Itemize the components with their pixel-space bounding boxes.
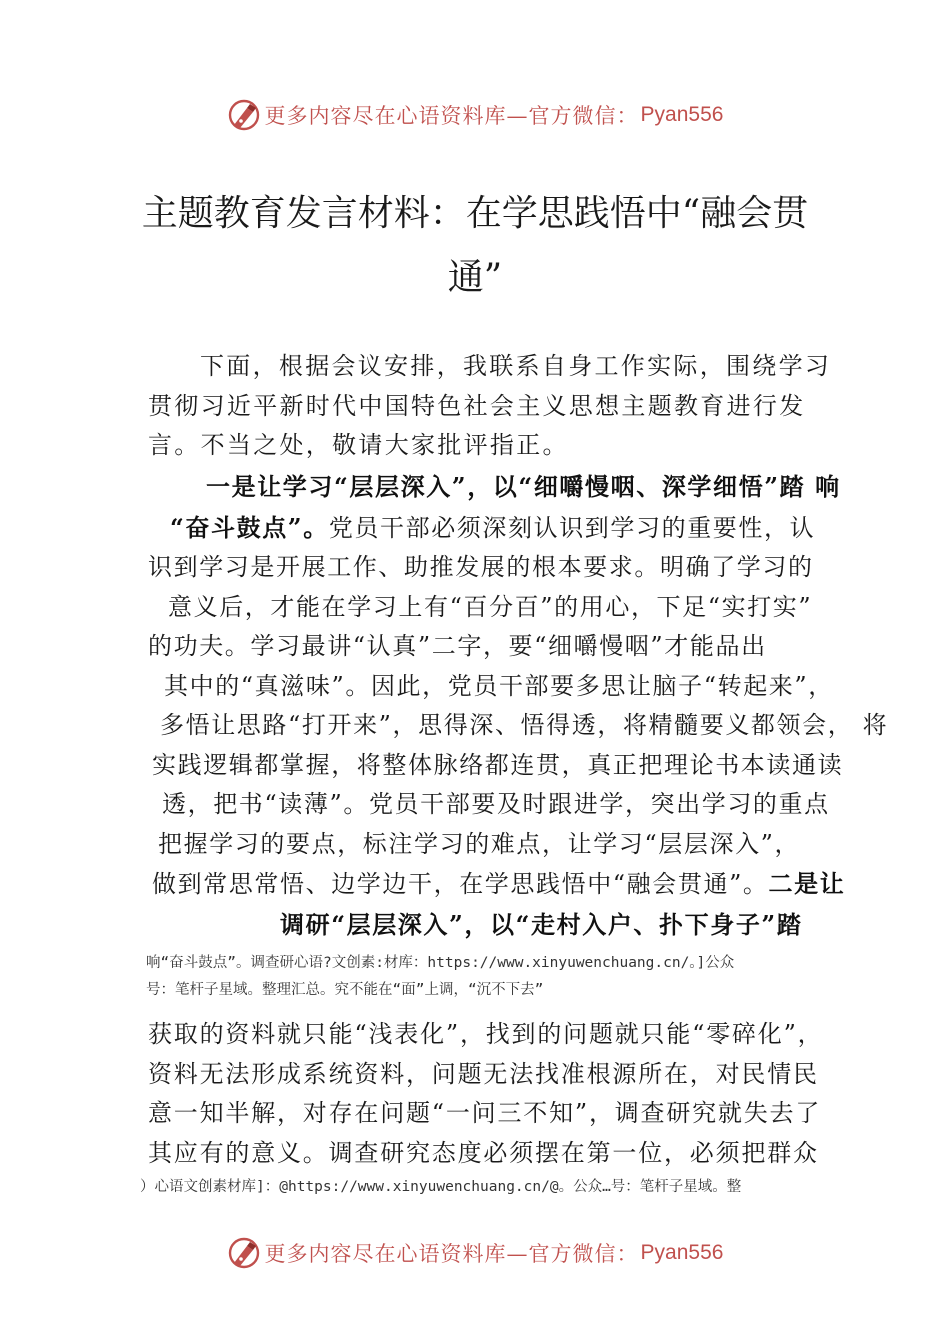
section-heading: 一是让学习“层层深入”，以“细嚼慢咽、深学细悟”踏 响	[206, 472, 841, 501]
section-1-paragraph	[148, 467, 889, 945]
pen-nib-logo-icon	[227, 98, 261, 132]
text-line: 资料无法形成系统资料，问题无法找准根源所在，对民情民	[148, 1059, 819, 1088]
watermark-line: 号：笔杆子星域。整理汇总。究不能在“面”上调，“沉不下去”	[146, 982, 544, 998]
text-line: 其应有的意义。调查研究态度必须摆在第一位，必须把群众	[148, 1138, 819, 1167]
section-heading: 二是让	[768, 869, 846, 898]
watermark-line: ）心语文创素材库]：@https://www.xinyuwenchuang.cn/@。公众…号：笔杆子星域。整	[140, 1179, 742, 1195]
text-line	[148, 905, 808, 946]
text-line: 多悟让思路“打开来”，思得深、悟得透，将精髓要义都领会， 将	[160, 711, 889, 739]
watermark-line: 响“奋斗鼓点”。调查研心语?文创素:材库：https://www.xinyuwenchuang.cn/。]公众	[146, 955, 735, 971]
text-line: 获取的资料就只能“浅表化”，找到的问题就只能“零碎化”，	[148, 1020, 824, 1048]
banner-text: 更多内容尽在心语资料库—官方微信：	[264, 1242, 639, 1266]
text-line: 言。不当之处，敬请大家批评指正。	[148, 431, 569, 459]
banner-text: 更多内容尽在心语资料库—官方微信：	[264, 104, 639, 128]
text-line: 实践逻辑都掌握，将整体脉络都连贯，真正把理论书本读通读	[152, 750, 844, 779]
text-line	[148, 467, 841, 508]
intro-paragraph	[148, 347, 832, 466]
text-line: 的功夫。学习最讲“认真”二字，要“细嚼慢咽”才能品出	[148, 632, 767, 660]
text-line: 透，把书“读薄”。党员干部要及时跟进学，突出学习的重点	[162, 790, 830, 818]
text-line: 意义后，才能在学习上有“百分百”的用心，下足“实打实”	[168, 592, 813, 621]
section-2-paragraph	[148, 1015, 824, 1173]
text-line: 把握学习的要点，标注学习的难点，让学习“层层深入”，	[158, 829, 801, 858]
text-line: 其中的“真滋味”。因此，党员干部要多思让脑子“转起来”，	[164, 671, 834, 700]
document-title	[130, 182, 820, 310]
banner-wechat-id: Pyan556	[640, 103, 724, 126]
section-heading: 调研“层层深入”，以“走村入户、扑下身子”踏	[280, 909, 803, 939]
banner-wechat-id: Pyan556	[640, 1241, 724, 1264]
text-line	[148, 508, 816, 549]
text-line: 识到学习是开展工作、助推发展的根本要求。明确了学习的	[148, 553, 814, 581]
text-span: 党员干部必须深刻认识到学习的重要性，认	[328, 513, 816, 542]
title-line: 通”	[447, 257, 503, 298]
footer-watermark-banner	[0, 1233, 950, 1273]
text-line	[148, 864, 846, 905]
text-line: 贯彻习近平新时代中国特色社会主义思想主题教育进行发	[148, 391, 806, 420]
section-heading: “奋斗鼓点”。	[170, 512, 329, 542]
text-line: 下面，根据会议安排，我联系自身工作实际，围绕学习	[200, 352, 832, 380]
text-line: 意一知半解，对存在问题“一问三不知”，调查研究就失去了	[148, 1099, 822, 1127]
pen-nib-logo-icon	[227, 1236, 261, 1270]
title-line: 主题教育发言材料：在学思践悟中“融会贯	[141, 193, 809, 234]
header-watermark-banner	[0, 95, 950, 135]
text-span: 做到常思常悟、边学边干，在学思践悟中“融会贯通”。	[152, 870, 769, 898]
